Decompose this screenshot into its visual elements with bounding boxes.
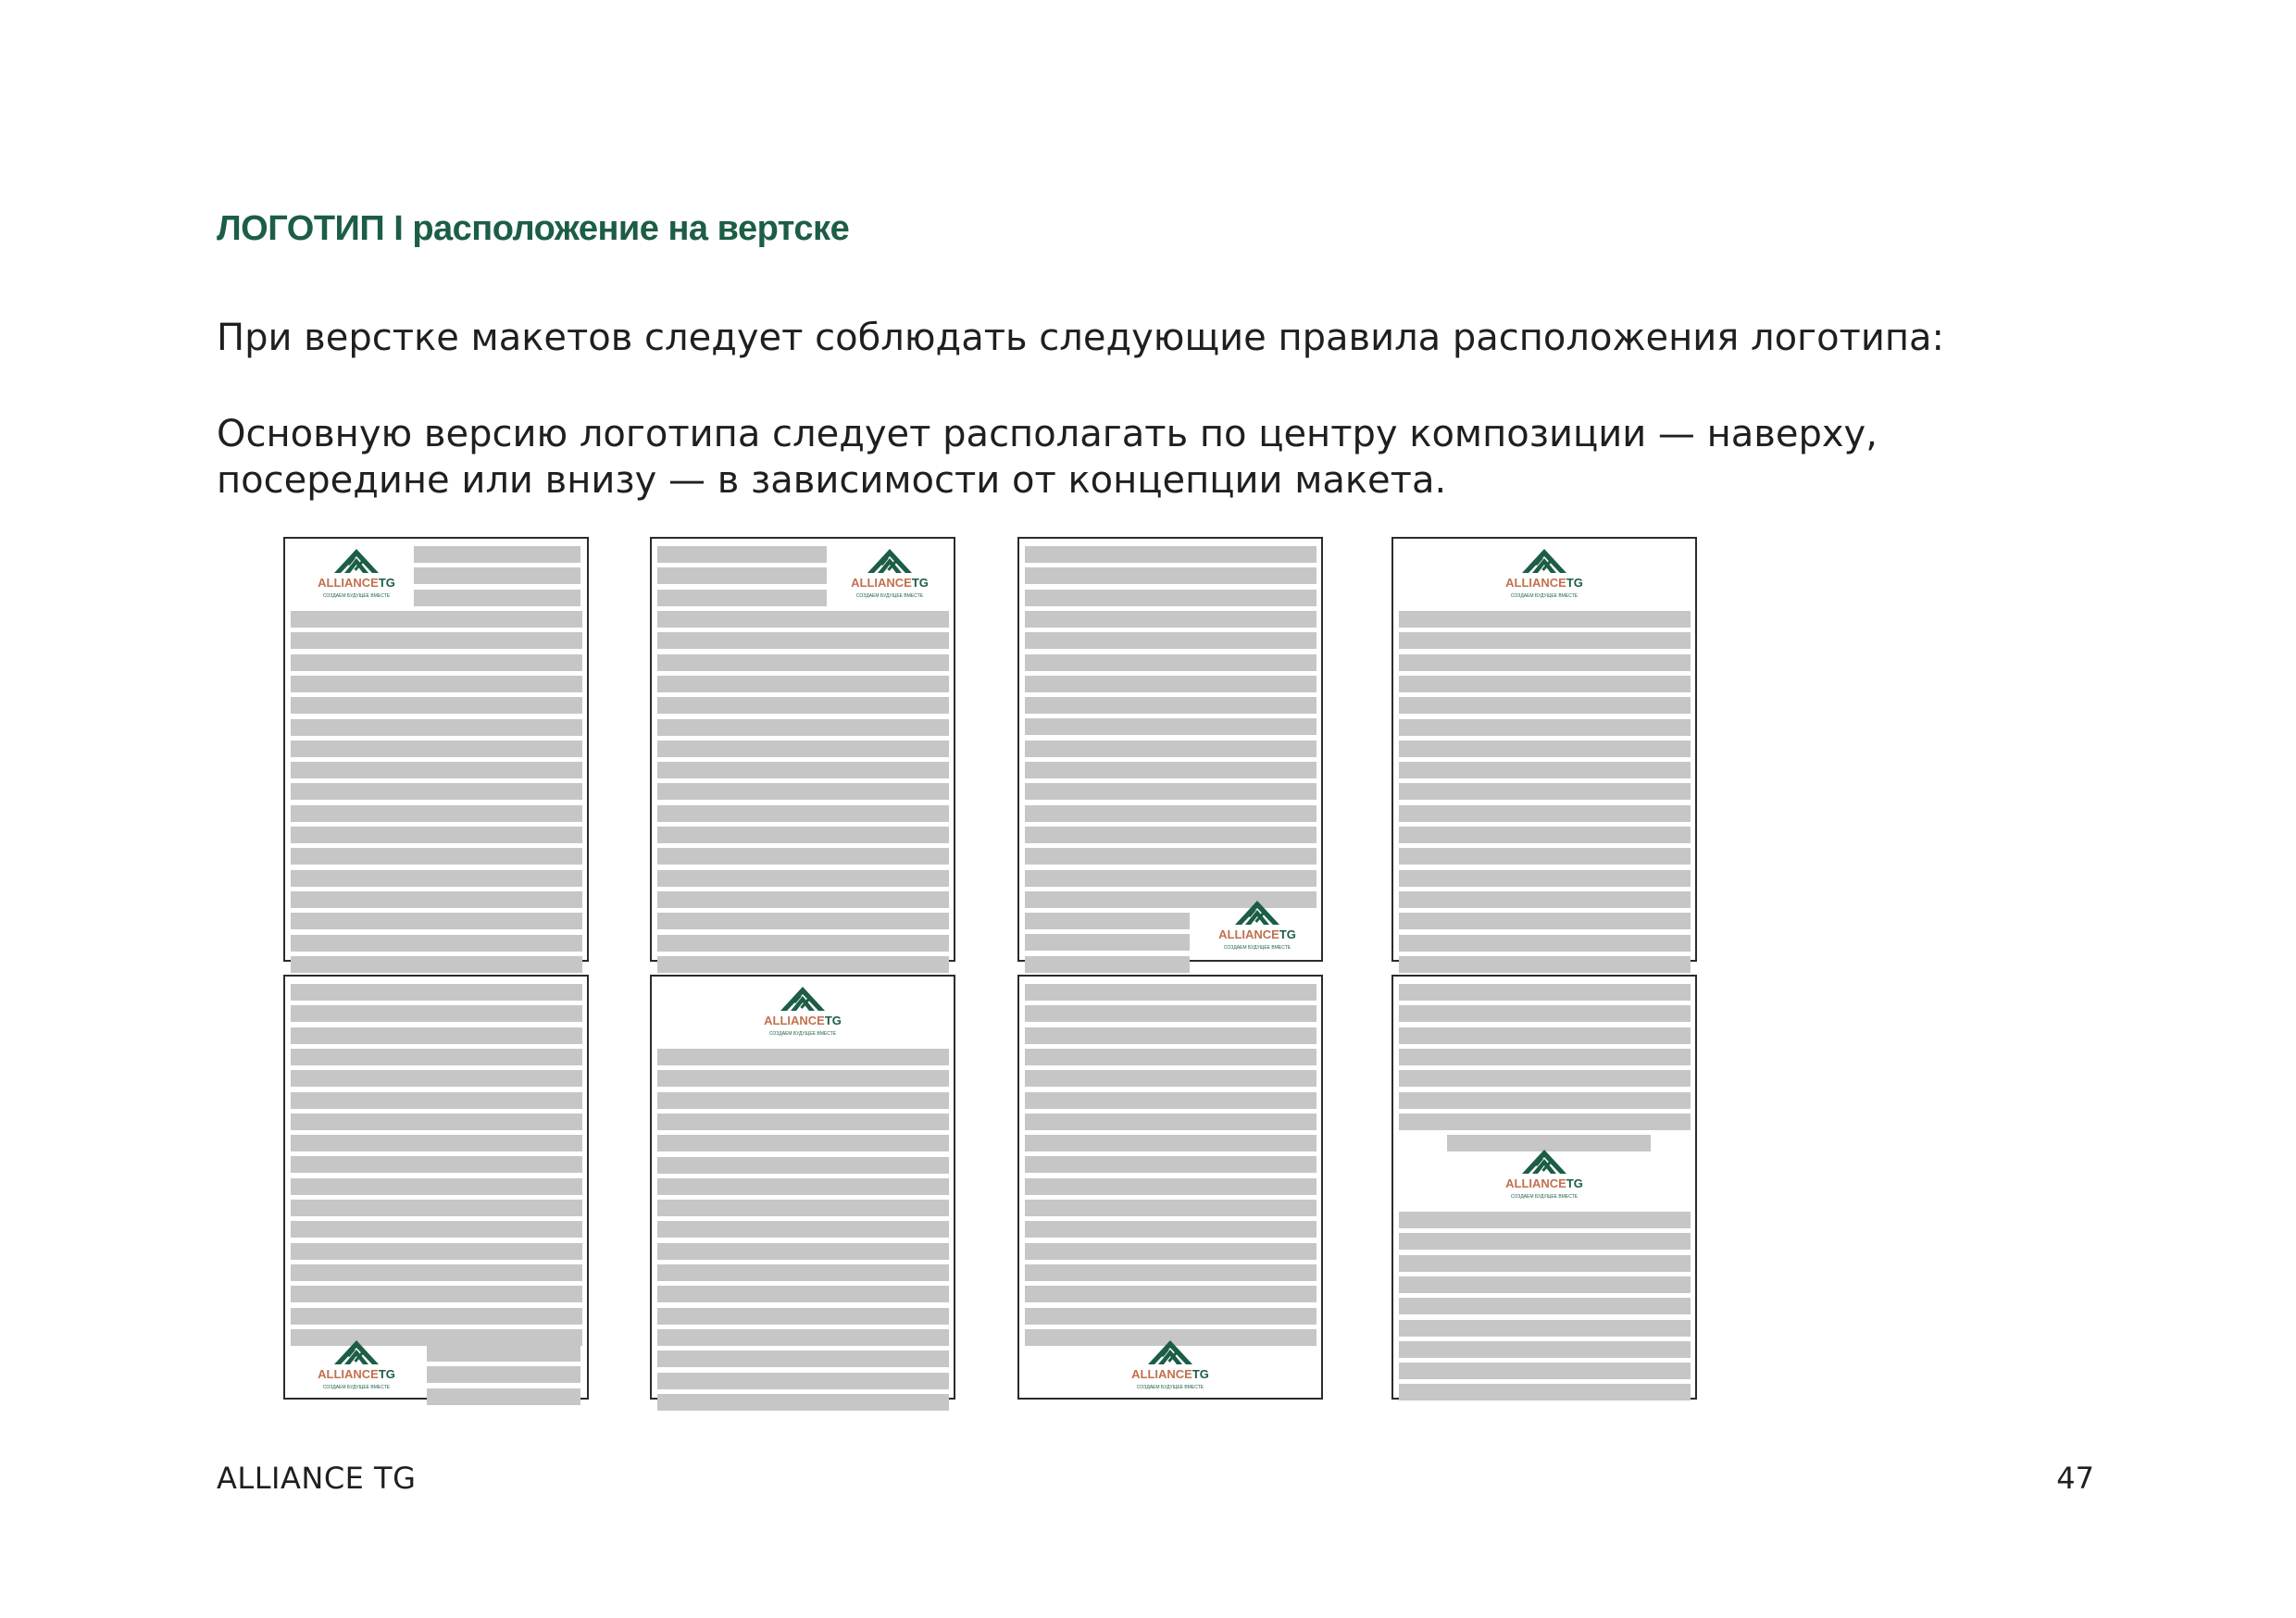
svg-text:СОЗДАЕМ БУДУЩЕЕ ВМЕСТЕ: СОЗДАЕМ БУДУЩЕЕ ВМЕСТЕ xyxy=(768,1031,837,1037)
text-placeholder-bar xyxy=(291,827,582,843)
text-placeholder-bar xyxy=(291,1027,582,1044)
text-placeholder-bar xyxy=(657,956,949,973)
alliance-tg-logo-icon xyxy=(1493,545,1595,603)
text-placeholder-bar xyxy=(657,1200,949,1216)
text-placeholder-bar xyxy=(1399,1092,1691,1109)
text-placeholder-bar xyxy=(291,654,582,671)
footer-brand: ALLIANCE TG xyxy=(217,1461,417,1496)
text-placeholder-bar xyxy=(1025,1027,1316,1044)
text-placeholder-bar xyxy=(291,611,582,628)
text-placeholder-bar xyxy=(1399,1320,1691,1337)
layout-example-2 xyxy=(650,537,955,962)
text-placeholder-bar xyxy=(1025,1092,1316,1109)
text-placeholder-bar xyxy=(414,590,580,606)
text-placeholder-bar xyxy=(291,956,582,973)
text-placeholder-bar xyxy=(1399,741,1691,757)
layout-example-5 xyxy=(283,975,589,1400)
text-placeholder-bar xyxy=(657,1264,949,1281)
page-title: ЛОГОТИП I расположение на вертске xyxy=(217,209,850,248)
text-placeholder-bar xyxy=(657,1049,949,1065)
text-placeholder-bar xyxy=(1399,697,1691,714)
text-placeholder-bar xyxy=(291,1286,582,1302)
text-placeholder-bar xyxy=(657,1373,949,1389)
text-placeholder-bar xyxy=(1025,870,1316,887)
text-placeholder-bar xyxy=(1399,1255,1691,1272)
text-placeholder-bar xyxy=(291,1221,582,1238)
text-placeholder-bar xyxy=(1025,1243,1316,1260)
text-placeholder-bar xyxy=(1399,1341,1691,1358)
text-placeholder-bar xyxy=(1399,1363,1691,1379)
text-placeholder-bar xyxy=(291,805,582,822)
text-placeholder-bar xyxy=(1025,805,1316,822)
text-placeholder-bar xyxy=(1025,1114,1316,1130)
text-placeholder-bar xyxy=(291,1243,582,1260)
text-placeholder-bar xyxy=(1025,611,1316,628)
alliance-tg-logo-icon xyxy=(306,545,407,603)
svg-text:ALLIANCETG: ALLIANCETG xyxy=(851,576,929,590)
svg-text:ALLIANCETG: ALLIANCETG xyxy=(764,1014,842,1027)
text-placeholder-bar xyxy=(1399,676,1691,692)
text-placeholder-bar xyxy=(657,590,827,606)
alliance-tg-logo-icon xyxy=(1493,1146,1595,1203)
text-placeholder-bar xyxy=(1399,783,1691,800)
text-placeholder-bar xyxy=(1399,935,1691,952)
page-number: 47 xyxy=(2056,1461,2094,1496)
text-placeholder-bar xyxy=(657,762,949,778)
text-placeholder-bar xyxy=(657,1394,949,1411)
text-placeholder-bar xyxy=(657,870,949,887)
text-placeholder-bar xyxy=(291,913,582,929)
text-placeholder-bar xyxy=(1025,934,1190,951)
text-placeholder-bar xyxy=(1399,848,1691,865)
text-placeholder-bar xyxy=(657,1157,949,1174)
text-placeholder-bar xyxy=(1025,827,1316,843)
text-placeholder-bar xyxy=(657,805,949,822)
text-placeholder-bar xyxy=(657,676,949,692)
text-placeholder-bar xyxy=(657,1178,949,1195)
rule-paragraph: Основную версию логотипа следует располагать по центру композиции — наверху, посередине или внизу — в зависимости от концепции макета. xyxy=(217,413,1878,502)
text-placeholder-bar xyxy=(291,848,582,865)
text-placeholder-bar xyxy=(1399,984,1691,1001)
text-placeholder-bar xyxy=(657,1135,949,1151)
text-placeholder-bar xyxy=(1399,1298,1691,1314)
text-placeholder-bar xyxy=(657,848,949,865)
svg-text:ALLIANCETG: ALLIANCETG xyxy=(318,576,395,590)
text-placeholder-bar xyxy=(1399,762,1691,778)
text-placeholder-bar xyxy=(1399,1114,1691,1130)
svg-text:ALLIANCETG: ALLIANCETG xyxy=(1131,1367,1209,1381)
text-placeholder-bar xyxy=(657,741,949,757)
layout-example-3 xyxy=(1017,537,1323,962)
text-placeholder-bar xyxy=(1399,611,1691,628)
text-placeholder-bar xyxy=(291,935,582,952)
text-placeholder-bar xyxy=(291,1005,582,1022)
text-placeholder-bar xyxy=(1025,1200,1316,1216)
text-placeholder-bar xyxy=(657,611,949,628)
text-placeholder-bar xyxy=(291,676,582,692)
layout-example-8 xyxy=(1391,975,1697,1400)
text-placeholder-bar xyxy=(1025,783,1316,800)
text-placeholder-bar xyxy=(1025,1049,1316,1065)
alliance-tg-logo-icon xyxy=(1206,897,1308,954)
svg-text:СОЗДАЕМ БУДУЩЕЕ ВМЕСТЕ: СОЗДАЕМ БУДУЩЕЕ ВМЕСТЕ xyxy=(1136,1385,1204,1390)
text-placeholder-bar xyxy=(291,1092,582,1109)
text-placeholder-bar xyxy=(427,1345,580,1362)
svg-text:СОЗДАЕМ БУДУЩЕЕ ВМЕСТЕ: СОЗДАЕМ БУДУЩЕЕ ВМЕСТЕ xyxy=(1223,945,1292,951)
svg-text:ALLIANCETG: ALLIANCETG xyxy=(1505,576,1583,590)
text-placeholder-bar xyxy=(291,984,582,1001)
text-placeholder-bar xyxy=(1025,1005,1316,1022)
text-placeholder-bar xyxy=(1399,1070,1691,1087)
svg-text:СОЗДАЕМ БУДУЩЕЕ ВМЕСТЕ: СОЗДАЕМ БУДУЩЕЕ ВМЕСТЕ xyxy=(855,593,924,599)
text-placeholder-bar xyxy=(427,1388,580,1405)
text-placeholder-bar xyxy=(1025,956,1190,973)
layout-example-6 xyxy=(650,975,955,1400)
text-placeholder-bar xyxy=(1025,590,1316,606)
text-placeholder-bar xyxy=(657,1243,949,1260)
text-placeholder-bar xyxy=(1399,632,1691,649)
text-placeholder-bar xyxy=(1025,913,1190,929)
layout-example-7 xyxy=(1017,975,1323,1400)
alliance-tg-logo-icon xyxy=(306,1337,407,1394)
svg-text:ALLIANCETG: ALLIANCETG xyxy=(1505,1176,1583,1190)
text-placeholder-bar xyxy=(657,827,949,843)
text-placeholder-bar xyxy=(1399,891,1691,908)
svg-text:ALLIANCETG: ALLIANCETG xyxy=(318,1367,395,1381)
text-placeholder-bar xyxy=(1025,1135,1316,1151)
intro-paragraph: При верстке макетов следует соблюдать следующие правила расположения логотипа: xyxy=(217,317,1944,359)
text-placeholder-bar xyxy=(1025,1070,1316,1087)
text-placeholder-bar xyxy=(657,1286,949,1302)
text-placeholder-bar xyxy=(291,741,582,757)
text-placeholder-bar xyxy=(657,632,949,649)
text-placeholder-bar xyxy=(657,783,949,800)
text-placeholder-bar xyxy=(291,697,582,714)
text-placeholder-bar xyxy=(657,1070,949,1087)
text-placeholder-bar xyxy=(657,1350,949,1367)
text-placeholder-bar xyxy=(1399,827,1691,843)
text-placeholder-bar xyxy=(1025,1286,1316,1302)
text-placeholder-bar xyxy=(1399,1049,1691,1065)
text-placeholder-bar xyxy=(1399,654,1691,671)
text-placeholder-bar xyxy=(657,654,949,671)
text-placeholder-bar xyxy=(657,697,949,714)
layout-example-1 xyxy=(283,537,589,962)
text-placeholder-bar xyxy=(291,762,582,778)
text-placeholder-bar xyxy=(1025,762,1316,778)
text-placeholder-bar xyxy=(1399,1233,1691,1250)
text-placeholder-bar xyxy=(1399,1384,1691,1400)
text-placeholder-bar xyxy=(1025,546,1316,563)
svg-text:СОЗДАЕМ БУДУЩЕЕ ВМЕСТЕ: СОЗДАЕМ БУДУЩЕЕ ВМЕСТЕ xyxy=(322,1385,391,1390)
alliance-tg-logo-icon xyxy=(752,983,854,1040)
text-placeholder-bar xyxy=(1399,1027,1691,1044)
text-placeholder-bar xyxy=(657,1092,949,1109)
text-placeholder-bar xyxy=(427,1366,580,1383)
text-placeholder-bar xyxy=(291,1264,582,1281)
text-placeholder-bar xyxy=(291,632,582,649)
text-placeholder-bar xyxy=(657,1221,949,1238)
text-placeholder-bar xyxy=(1025,676,1316,692)
text-placeholder-bar xyxy=(1399,870,1691,887)
text-placeholder-bar xyxy=(1399,1276,1691,1293)
text-placeholder-bar xyxy=(1399,719,1691,736)
text-placeholder-bar xyxy=(291,783,582,800)
text-placeholder-bar xyxy=(1025,1178,1316,1195)
text-placeholder-bar xyxy=(1399,805,1691,822)
text-placeholder-bar xyxy=(1399,956,1691,973)
text-placeholder-bar xyxy=(657,1114,949,1130)
layout-example-4 xyxy=(1391,537,1697,962)
svg-text:СОЗДАЕМ БУДУЩЕЕ ВМЕСТЕ: СОЗДАЕМ БУДУЩЕЕ ВМЕСТЕ xyxy=(322,593,391,599)
text-placeholder-bar xyxy=(1025,632,1316,649)
text-placeholder-bar xyxy=(1025,848,1316,865)
text-placeholder-bar xyxy=(291,1178,582,1195)
text-placeholder-bar xyxy=(657,1308,949,1325)
text-placeholder-bar xyxy=(657,567,827,584)
text-placeholder-bar xyxy=(657,935,949,952)
text-placeholder-bar xyxy=(1025,1308,1316,1325)
text-placeholder-bar xyxy=(414,546,580,563)
text-placeholder-bar xyxy=(291,1156,582,1173)
text-placeholder-bar xyxy=(291,1135,582,1151)
text-placeholder-bar xyxy=(291,870,582,887)
svg-text:ALLIANCETG: ALLIANCETG xyxy=(1218,927,1296,941)
text-placeholder-bar xyxy=(1025,654,1316,671)
text-placeholder-bar xyxy=(1025,1221,1316,1238)
text-placeholder-bar xyxy=(1025,1264,1316,1281)
text-placeholder-bar xyxy=(1025,1156,1316,1173)
text-placeholder-bar xyxy=(1399,1005,1691,1022)
text-placeholder-bar xyxy=(657,1329,949,1346)
text-placeholder-bar xyxy=(291,1200,582,1216)
text-placeholder-bar xyxy=(414,567,580,584)
svg-text:СОЗДАЕМ БУДУЩЕЕ ВМЕСТЕ: СОЗДАЕМ БУДУЩЕЕ ВМЕСТЕ xyxy=(1510,1194,1578,1200)
text-placeholder-bar xyxy=(1399,913,1691,929)
text-placeholder-bar xyxy=(291,1114,582,1130)
text-placeholder-bar xyxy=(291,1049,582,1065)
text-placeholder-bar xyxy=(291,1308,582,1325)
svg-text:СОЗДАЕМ БУДУЩЕЕ ВМЕСТЕ: СОЗДАЕМ БУДУЩЕЕ ВМЕСТЕ xyxy=(1510,593,1578,599)
text-placeholder-bar xyxy=(1025,567,1316,584)
text-placeholder-bar xyxy=(657,891,949,908)
text-placeholder-bar xyxy=(1399,1212,1691,1228)
text-placeholder-bar xyxy=(291,891,582,908)
text-placeholder-bar xyxy=(1025,984,1316,1001)
alliance-tg-logo-icon xyxy=(1119,1337,1221,1394)
text-placeholder-bar xyxy=(1025,697,1316,714)
alliance-tg-logo-icon xyxy=(839,545,941,603)
text-placeholder-bar xyxy=(657,719,949,736)
text-placeholder-bar xyxy=(291,719,582,736)
text-placeholder-bar xyxy=(657,546,827,563)
text-placeholder-bar xyxy=(1025,718,1316,735)
text-placeholder-bar xyxy=(657,913,949,929)
text-placeholder-bar xyxy=(1025,741,1316,757)
text-placeholder-bar xyxy=(291,1070,582,1087)
